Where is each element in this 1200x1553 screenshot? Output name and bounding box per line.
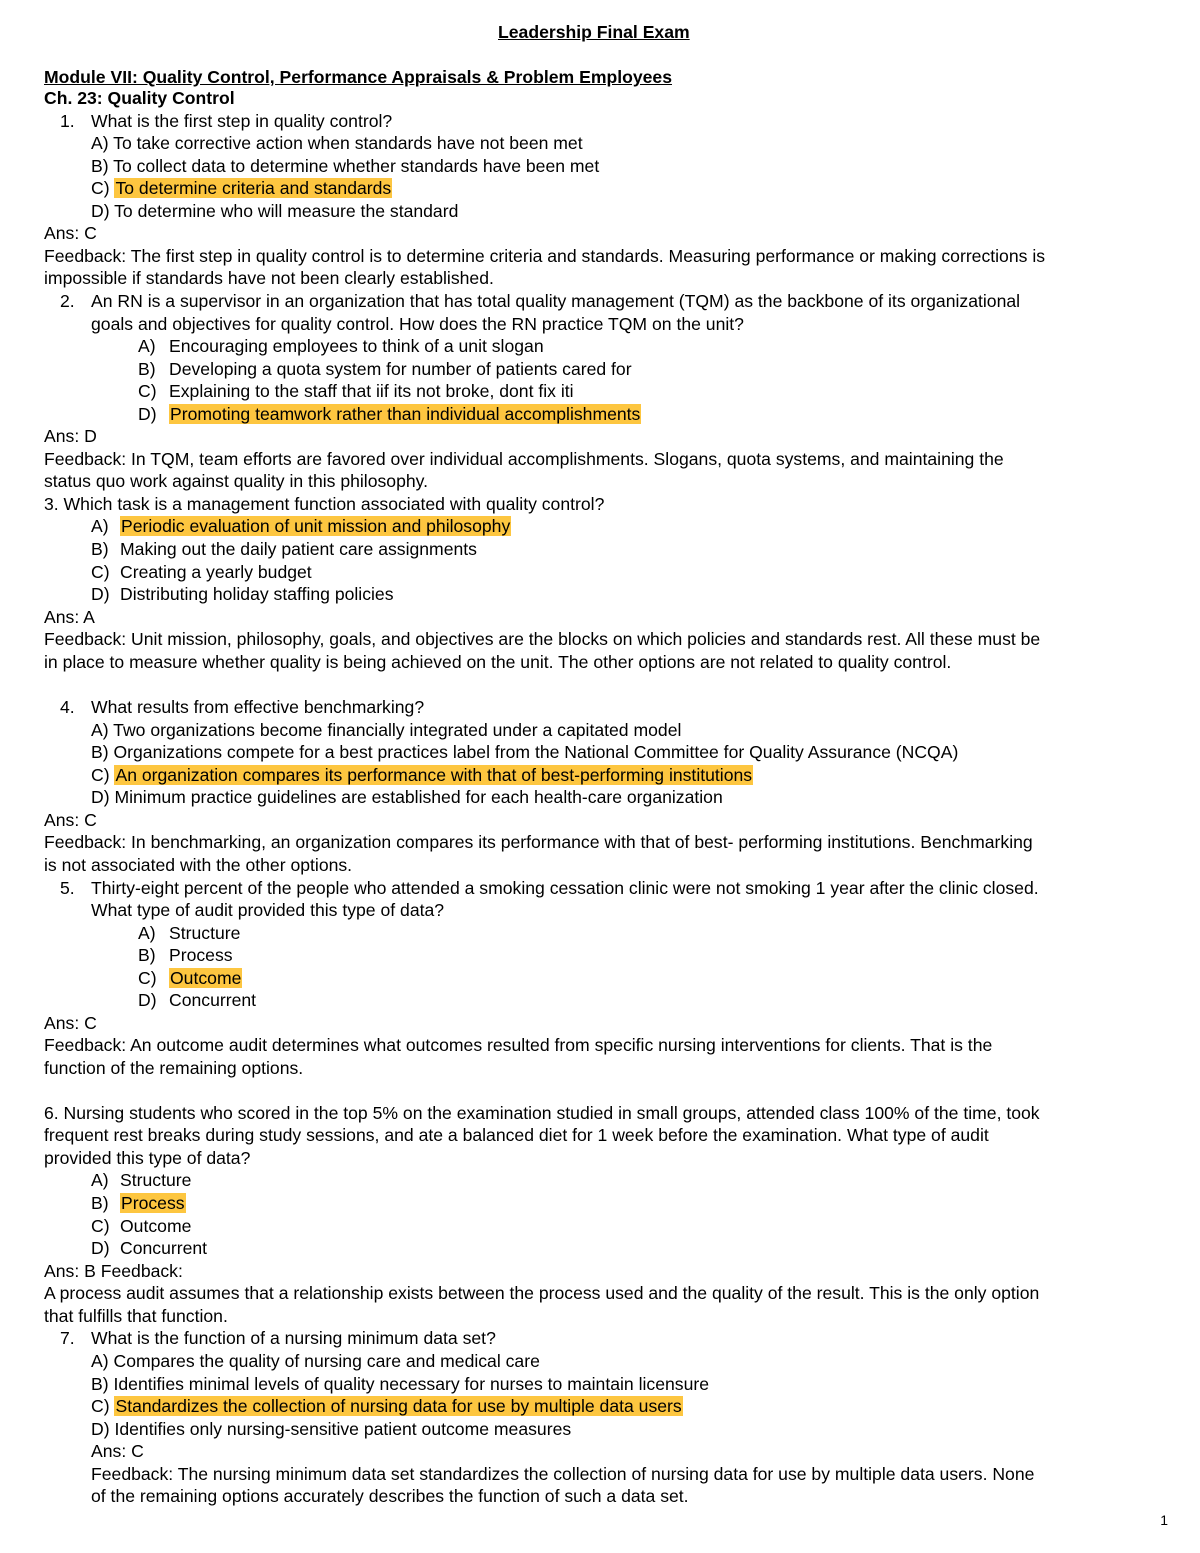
answer: Ans: A [44, 607, 95, 627]
option-d: D) Identifies only nursing-sensitive patient outcome measures [91, 1419, 572, 1439]
option-a: A) Two organizations become financially integrated under a capitated model [91, 720, 682, 740]
option-c: Creating a yearly budget [120, 562, 312, 582]
option-a: Structure [120, 1170, 192, 1190]
option-a [120, 515, 511, 538]
question-text: What results from effective benchmarking? [91, 697, 425, 717]
option-letter: C) [138, 968, 157, 988]
feedback-line: Feedback: Unit mission, philosophy, goals, and objectives are the blocks on which policies and standards rest. All these must be [44, 629, 1041, 649]
option-letter: A) [91, 1170, 109, 1190]
option-a: Structure [169, 923, 241, 943]
highlighted-answer: Process [121, 1193, 185, 1213]
option-b: Developing a quota system for number of patients cared for [169, 359, 632, 379]
option-b: B) Organizations compete for a best practices label from the National Committee for Quality Assurance (NCQA) [91, 742, 959, 762]
feedback-line: Feedback: An outcome audit determines what outcomes resulted from specific nursing interventions for clients. That is the [44, 1035, 993, 1055]
option-letter: A) [138, 923, 156, 943]
feedback-line: is not associated with the other options. [44, 855, 353, 875]
option-letter: B) [91, 1193, 109, 1213]
option-c: Explaining to the staff that iif its not broke, dont fix iti [169, 381, 574, 401]
option-a: Encouraging employees to think of a unit slogan [169, 336, 544, 356]
feedback-line: Feedback: In benchmarking, an organization compares its performance with that of best- performing institutions. Benchmarking [44, 832, 1033, 852]
option-prefix: C) [91, 765, 115, 785]
question-number: 5. [60, 878, 75, 898]
question-text: An RN is a supervisor in an organization that has total quality management (TQM) as the backbone of its organizational [91, 291, 1021, 311]
option-prefix: C) [91, 178, 115, 198]
option-b: B) To collect data to determine whether standards have been met [91, 156, 600, 176]
question-number: 1. [60, 111, 75, 131]
question-text: Thirty-eight percent of the people who attended a smoking cessation clinic were not smoking 1 year after the clinic closed. [91, 878, 1039, 898]
page-title: Leadership Final Exam [498, 22, 690, 42]
answer: Ans: C [91, 1441, 144, 1461]
option-b: Process [169, 945, 233, 965]
option-d: Concurrent [120, 1238, 208, 1258]
answer: Ans: C [44, 1013, 97, 1033]
answer: Ans: C [44, 810, 97, 830]
feedback-line: status quo work against quality in this philosophy. [44, 471, 429, 491]
option-letter: C) [138, 381, 157, 401]
option-c [169, 967, 242, 990]
question-text: goals and objectives for quality control. How does the RN practice TQM on the unit? [91, 314, 744, 334]
highlighted-answer: To determine criteria and standards [115, 178, 392, 198]
question-text: What is the first step in quality control? [91, 111, 393, 131]
answer: Ans: B Feedback: [44, 1261, 183, 1281]
option-d: Distributing holiday staffing policies [120, 584, 394, 604]
option-d: D) To determine who will measure the standard [91, 201, 459, 221]
answer: Ans: D [44, 426, 97, 446]
feedback-line: in place to measure whether quality is being achieved on the unit. The other options are not related to quality control. [44, 652, 952, 672]
option-d: Concurrent [169, 990, 257, 1010]
option-letter: B) [138, 359, 156, 379]
question-text: What type of audit provided this type of data? [91, 900, 445, 920]
highlighted-answer: An organization compares its performance with that of best-performing institutions [115, 765, 753, 785]
option-letter: D) [138, 404, 157, 424]
option-letter: B) [138, 945, 156, 965]
option-c [91, 764, 753, 787]
feedback-line: Feedback: In TQM, team efforts are favored over individual accomplishments. Slogans, quota systems, and maintaining the [44, 449, 1004, 469]
question-text: frequent rest breaks during study sessions, and ate a balanced diet for 1 week before the examination. What type of audit [44, 1125, 989, 1145]
page-number: 1 [1160, 1512, 1168, 1528]
option-b: Making out the daily patient care assignments [120, 539, 477, 559]
feedback-line: Feedback: The first step in quality control is to determine criteria and standards. Measuring performance or making corrections is [44, 246, 1046, 266]
option-b [120, 1192, 186, 1215]
option-letter: C) [91, 562, 110, 582]
feedback-line: Feedback: The nursing minimum data set standardizes the collection of nursing data for use by multiple data users. None [91, 1464, 1035, 1484]
question-text: 6. Nursing students who scored in the top 5% on the examination studied in small groups, attended class 100% of the time, took [44, 1103, 1040, 1123]
option-letter: D) [138, 990, 157, 1010]
question-number: 4. [60, 697, 75, 717]
option-b: B) Identifies minimal levels of quality necessary for nurses to maintain licensure [91, 1374, 710, 1394]
question-text: provided this type of data? [44, 1148, 251, 1168]
option-c: Outcome [120, 1216, 192, 1236]
feedback-line: that fulfills that function. [44, 1306, 228, 1326]
option-prefix: C) [91, 1396, 115, 1416]
option-letter: D) [91, 1238, 110, 1258]
option-letter: C) [91, 1216, 110, 1236]
option-c [91, 1395, 683, 1418]
highlighted-answer: Promoting teamwork rather than individual accomplishments [170, 404, 641, 424]
option-letter: B) [91, 539, 109, 559]
option-d [169, 403, 641, 426]
option-letter: D) [91, 584, 110, 604]
feedback-line: function of the remaining options. [44, 1058, 304, 1078]
chapter-heading: Ch. 23: Quality Control [44, 88, 235, 108]
feedback-line: of the remaining options accurately describes the function of such a data set. [91, 1486, 689, 1506]
highlighted-answer: Standardizes the collection of nursing data for use by multiple data users [115, 1396, 682, 1416]
question-number: 7. [60, 1328, 75, 1348]
option-c [91, 177, 392, 200]
option-a: A) Compares the quality of nursing care and medical care [91, 1351, 540, 1371]
question-number: 2. [60, 291, 75, 311]
question-text: 3. Which task is a management function associated with quality control? [44, 494, 605, 514]
question-text: What is the function of a nursing minimum data set? [91, 1328, 496, 1348]
feedback-line: impossible if standards have not been clearly established. [44, 268, 494, 288]
option-d: D) Minimum practice guidelines are established for each health-care organization [91, 787, 723, 807]
feedback-line: A process audit assumes that a relationship exists between the process used and the quality of the result. This is the only option [44, 1283, 1040, 1303]
answer: Ans: C [44, 223, 97, 243]
highlighted-answer: Outcome [170, 968, 242, 988]
module-heading: Module VII: Quality Control, Performance Appraisals & Problem Employees [44, 67, 672, 87]
highlighted-answer: Periodic evaluation of unit mission and philosophy [121, 516, 511, 536]
option-a: A) To take corrective action when standards have not been met [91, 133, 583, 153]
option-letter: A) [138, 336, 156, 356]
option-letter: A) [91, 516, 109, 536]
